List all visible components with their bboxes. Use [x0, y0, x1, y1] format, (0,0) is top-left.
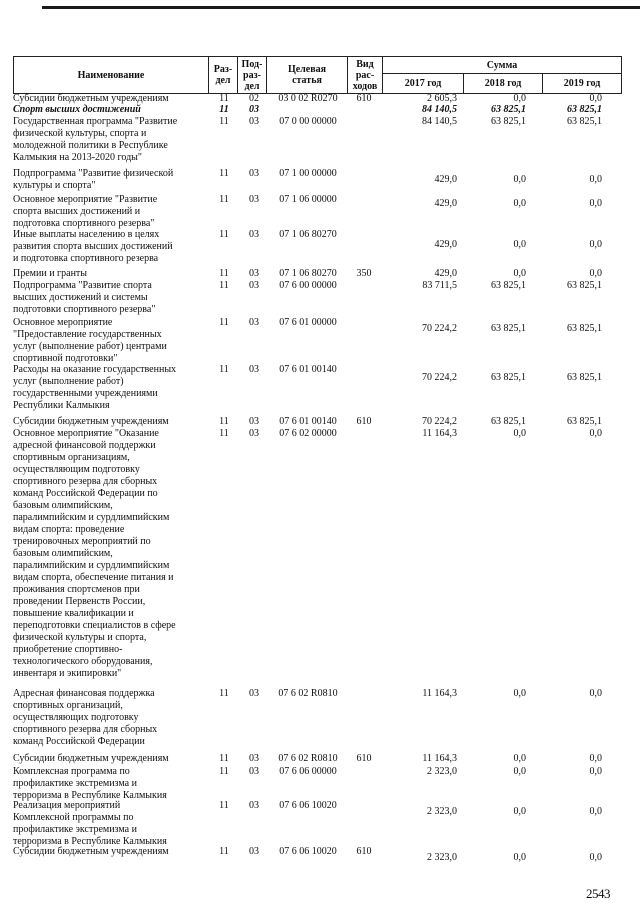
row-name-line: команд Российской Федерации	[13, 736, 145, 747]
row-2017: 70 224,2	[422, 372, 457, 383]
row-name-line: повышение квалификации и	[13, 608, 134, 619]
row-razdel: 11	[219, 268, 229, 279]
header-2018: 2018 год	[463, 73, 543, 94]
row-2017: 84 140,5	[422, 116, 457, 127]
row-code: 07 0 00 00000	[279, 116, 337, 127]
row-name-line: подготовка спортивного резерва"	[13, 218, 155, 229]
row-podrazdel: 03	[249, 800, 259, 811]
row-name	[13, 168, 203, 192]
row-razdel: 11	[219, 317, 229, 328]
row-name-line: осуществляющим подготовку	[13, 464, 140, 475]
row-2019: 63 825,1	[567, 416, 602, 427]
row-2018: 0,0	[513, 239, 526, 250]
row-name-line: видам спорта, обеспечение питания и	[13, 572, 174, 583]
row-2018: 0,0	[513, 268, 526, 279]
row-2018: 63 825,1	[491, 372, 526, 383]
row-razdel: 11	[219, 800, 229, 811]
row-razdel: 11	[219, 116, 229, 127]
row-podrazdel: 03	[249, 280, 259, 291]
row-2019: 0,0	[589, 753, 602, 764]
row-name-line: Подпрограмма "Развитие спорта	[13, 280, 152, 291]
row-razdel: 11	[219, 688, 229, 699]
row-2019: 0,0	[589, 174, 602, 185]
row-name-line: спортивных организаций,	[13, 700, 123, 711]
row-code: 07 1 06 80270	[279, 268, 337, 279]
row-name-line: Республики Калмыкия	[13, 400, 110, 411]
header-2017: 2017 год	[382, 73, 464, 94]
row-2018: 0,0	[513, 766, 526, 777]
row-2017: 11 164,3	[422, 753, 457, 764]
row-name	[13, 280, 203, 316]
row-2017: 429,0	[434, 174, 457, 185]
row-code: 07 1 06 00000	[279, 194, 337, 205]
row-name-line: Спорт высших достижений	[13, 104, 141, 115]
row-razdel: 11	[219, 93, 229, 104]
row-name-line: Субсидии бюджетным учреждениям	[13, 416, 169, 427]
header-podrazdel: Под- раз- дел	[237, 56, 267, 94]
row-razdel: 11	[219, 364, 229, 375]
row-podrazdel: 03	[249, 688, 259, 699]
row-2019: 0,0	[589, 688, 602, 699]
row-2019: 0,0	[589, 428, 602, 439]
row-code: 07 6 02 R0810	[278, 753, 338, 764]
row-name	[13, 428, 203, 680]
row-2019: 0,0	[589, 198, 602, 209]
row-podrazdel: 03	[249, 317, 259, 328]
row-code: 07 6 02 R0810	[278, 688, 338, 699]
row-2019: 63 825,1	[567, 323, 602, 334]
row-code: 03 0 02 R0270	[278, 93, 338, 104]
row-vid: 610	[356, 846, 372, 857]
row-name	[13, 194, 203, 230]
row-podrazdel: 03	[249, 104, 259, 115]
row-2019: 0,0	[589, 268, 602, 279]
row-name-line: паралимпийским и сурдлимпийским	[13, 560, 170, 571]
row-razdel: 11	[219, 753, 229, 764]
row-razdel: 11	[219, 229, 229, 240]
row-name-line: приобретение спортивно-	[13, 644, 123, 655]
row-podrazdel: 02	[249, 93, 259, 104]
row-2018: 63 825,1	[491, 104, 526, 115]
row-name-line: Субсидии бюджетным учреждениям	[13, 846, 169, 857]
row-vid: 610	[356, 93, 372, 104]
row-name-line: профилактике экстремизма и	[13, 824, 137, 835]
row-name-line: базовым олимпийским,	[13, 500, 113, 511]
row-2018: 0,0	[513, 753, 526, 764]
row-name-line: высших достижений и системы	[13, 292, 148, 303]
row-name-line: адресной финансовой поддержки	[13, 440, 156, 451]
row-2017: 83 711,5	[422, 280, 457, 291]
row-name-line: Иные выплаты населению в целях	[13, 229, 160, 240]
row-2017: 2 605,3	[427, 93, 457, 104]
row-2018: 0,0	[513, 806, 526, 817]
row-name-line: осуществляющих подготовку	[13, 712, 139, 723]
row-name-line: Комплексная программа по	[13, 766, 130, 777]
row-name-line: технологического оборудования,	[13, 656, 153, 667]
row-name-line: физической культуры и спорта,	[13, 632, 147, 643]
row-podrazdel: 03	[249, 268, 259, 279]
header-razdel: Раз- дел	[208, 56, 238, 94]
row-2019: 63 825,1	[567, 372, 602, 383]
header-vid: Вид рас- ходов	[347, 56, 383, 94]
row-code: 07 6 01 00140	[279, 364, 337, 375]
row-code: 07 6 01 00140	[279, 416, 337, 427]
row-name	[13, 766, 203, 802]
row-2018: 0,0	[513, 174, 526, 185]
row-name-line: проживания спортсменов при	[13, 584, 140, 595]
row-name-line: подготовки спортивного резерва"	[13, 304, 156, 315]
row-2019: 63 825,1	[567, 104, 602, 115]
row-razdel: 11	[219, 194, 229, 205]
row-2017: 429,0	[434, 198, 457, 209]
row-2019: 63 825,1	[567, 280, 602, 291]
row-name-line: Субсидии бюджетным учреждениям	[13, 93, 169, 104]
row-2017: 70 224,2	[422, 416, 457, 427]
row-name-line: государственными учреждениями	[13, 388, 158, 399]
row-name-line: базовым олимпийским,	[13, 548, 113, 559]
row-2017: 429,0	[434, 268, 457, 279]
row-podrazdel: 03	[249, 753, 259, 764]
row-2018: 0,0	[513, 852, 526, 863]
top-rule	[42, 6, 640, 9]
row-2018: 0,0	[513, 688, 526, 699]
row-podrazdel: 03	[249, 428, 259, 439]
row-name	[13, 268, 203, 280]
row-name-line: спортивным организациям,	[13, 452, 130, 463]
row-name-line: проведении Первенств России,	[13, 596, 146, 607]
row-code: 07 6 06 10020	[279, 846, 337, 857]
row-name	[13, 104, 203, 116]
row-name-line: Премии и гранты	[13, 268, 88, 279]
row-podrazdel: 03	[249, 116, 259, 127]
row-name-line: Основное мероприятие	[13, 317, 113, 328]
row-razdel: 11	[219, 168, 229, 179]
row-name-line: услуг (выполнение работ) центрами	[13, 341, 167, 352]
row-2018: 0,0	[513, 198, 526, 209]
row-name	[13, 416, 203, 428]
row-2017: 84 140,5	[422, 104, 457, 115]
row-name-line: видам спорта: проведение	[13, 524, 125, 535]
row-name-line: и подготовка спортивного резерва	[13, 253, 159, 264]
row-2019: 0,0	[589, 806, 602, 817]
row-podrazdel: 03	[249, 416, 259, 427]
row-name-line: Калмыкия на 2013-2020 годы"	[13, 152, 142, 163]
row-name-line: услуг (выполнение работ)	[13, 376, 124, 387]
row-2017: 11 164,3	[422, 688, 457, 699]
row-code: 07 1 00 00000	[279, 168, 337, 179]
row-name-line: инвентаря и экипировки"	[13, 668, 122, 679]
row-razdel: 11	[219, 280, 229, 291]
row-name-line: терроризма в Республике Калмыкия	[13, 836, 167, 847]
row-code: 07 6 00 00000	[279, 280, 337, 291]
row-name-line: спортивного резерва для сборных	[13, 724, 158, 735]
row-2018: 63 825,1	[491, 323, 526, 334]
row-code: 07 6 01 00000	[279, 317, 337, 328]
row-name	[13, 364, 203, 412]
row-name-line: спортивной подготовки"	[13, 353, 118, 364]
row-podrazdel: 03	[249, 766, 259, 777]
row-name-line: спорта высших достижений и	[13, 206, 141, 217]
row-2017: 429,0	[434, 239, 457, 250]
row-2017: 70 224,2	[422, 323, 457, 334]
row-podrazdel: 03	[249, 194, 259, 205]
row-2019: 63 825,1	[567, 116, 602, 127]
row-name	[13, 317, 203, 365]
header-sum: Сумма	[382, 56, 622, 74]
header-name: Наименование	[13, 56, 209, 94]
row-code: 07 6 06 10020	[279, 800, 337, 811]
row-2018: 0,0	[513, 428, 526, 439]
row-name-line: Комплексной программы по	[13, 812, 134, 823]
row-2019: 0,0	[589, 239, 602, 250]
row-name-line: Адресная финансовая поддержка	[13, 688, 155, 699]
row-2019: 0,0	[589, 766, 602, 777]
row-code: 07 1 06 80270	[279, 229, 337, 240]
row-podrazdel: 03	[249, 364, 259, 375]
row-name-line: культуры и спорта"	[13, 180, 96, 191]
row-name-line: физической культуры, спорта и	[13, 128, 147, 139]
row-podrazdel: 03	[249, 229, 259, 240]
row-name-line: Расходы на оказание государственных	[13, 364, 177, 375]
row-name-line: Основное мероприятие "Оказание	[13, 428, 159, 439]
row-name-line: развития спорта высших достижений	[13, 241, 173, 252]
row-razdel: 11	[219, 416, 229, 427]
row-2017: 2 323,0	[427, 852, 457, 863]
row-2018: 0,0	[513, 93, 526, 104]
row-name-line: спортивного резерва для сборных	[13, 476, 158, 487]
row-2017: 2 323,0	[427, 766, 457, 777]
row-vid: 610	[356, 753, 372, 764]
row-2018: 63 825,1	[491, 280, 526, 291]
row-name-line: Подпрограмма "Развитие физической	[13, 168, 174, 179]
row-2017: 2 323,0	[427, 806, 457, 817]
row-name-line: команд Российской Федерации по	[13, 488, 158, 499]
row-2017: 11 164,3	[422, 428, 457, 439]
page-number: 2543	[586, 886, 610, 901]
row-razdel: 11	[219, 104, 229, 115]
row-podrazdel: 03	[249, 846, 259, 857]
row-name-line: паралимпийским и сурдлимпийским	[13, 512, 170, 523]
row-vid: 350	[356, 268, 372, 279]
row-name-line: Государственная программа "Развитие	[13, 116, 178, 127]
row-razdel: 11	[219, 846, 229, 857]
row-razdel: 11	[219, 428, 229, 439]
row-name	[13, 688, 203, 748]
row-code: 07 6 06 00000	[279, 766, 337, 777]
row-2018: 63 825,1	[491, 116, 526, 127]
row-name-line: Основное мероприятие "Развитие	[13, 194, 158, 205]
row-name-line: профилактике экстремизма и	[13, 778, 137, 789]
row-name-line: Субсидии бюджетным учреждениям	[13, 753, 169, 764]
row-name	[13, 846, 203, 858]
row-name-line: Реализация мероприятий	[13, 800, 121, 811]
row-name	[13, 229, 203, 265]
row-name-line: переподготовки специалистов в сфере	[13, 620, 176, 631]
row-code: 07 6 02 00000	[279, 428, 337, 439]
row-2019: 0,0	[589, 852, 602, 863]
header-2019: 2019 год	[542, 73, 622, 94]
row-name	[13, 800, 203, 848]
row-podrazdel: 03	[249, 168, 259, 179]
row-name	[13, 116, 203, 164]
row-name-line: терроризма в Республике Калмыкия	[13, 790, 167, 801]
row-2019: 0,0	[589, 93, 602, 104]
row-2018: 63 825,1	[491, 416, 526, 427]
row-vid: 610	[356, 416, 372, 427]
header-code: Целевая статья	[266, 56, 348, 94]
row-name	[13, 753, 203, 765]
row-razdel: 11	[219, 766, 229, 777]
row-name-line: "Предоставление государственных	[13, 329, 162, 340]
row-name-line: тренировочных мероприятий по	[13, 536, 151, 547]
row-name-line: молодежной политики в Республике	[13, 140, 168, 151]
